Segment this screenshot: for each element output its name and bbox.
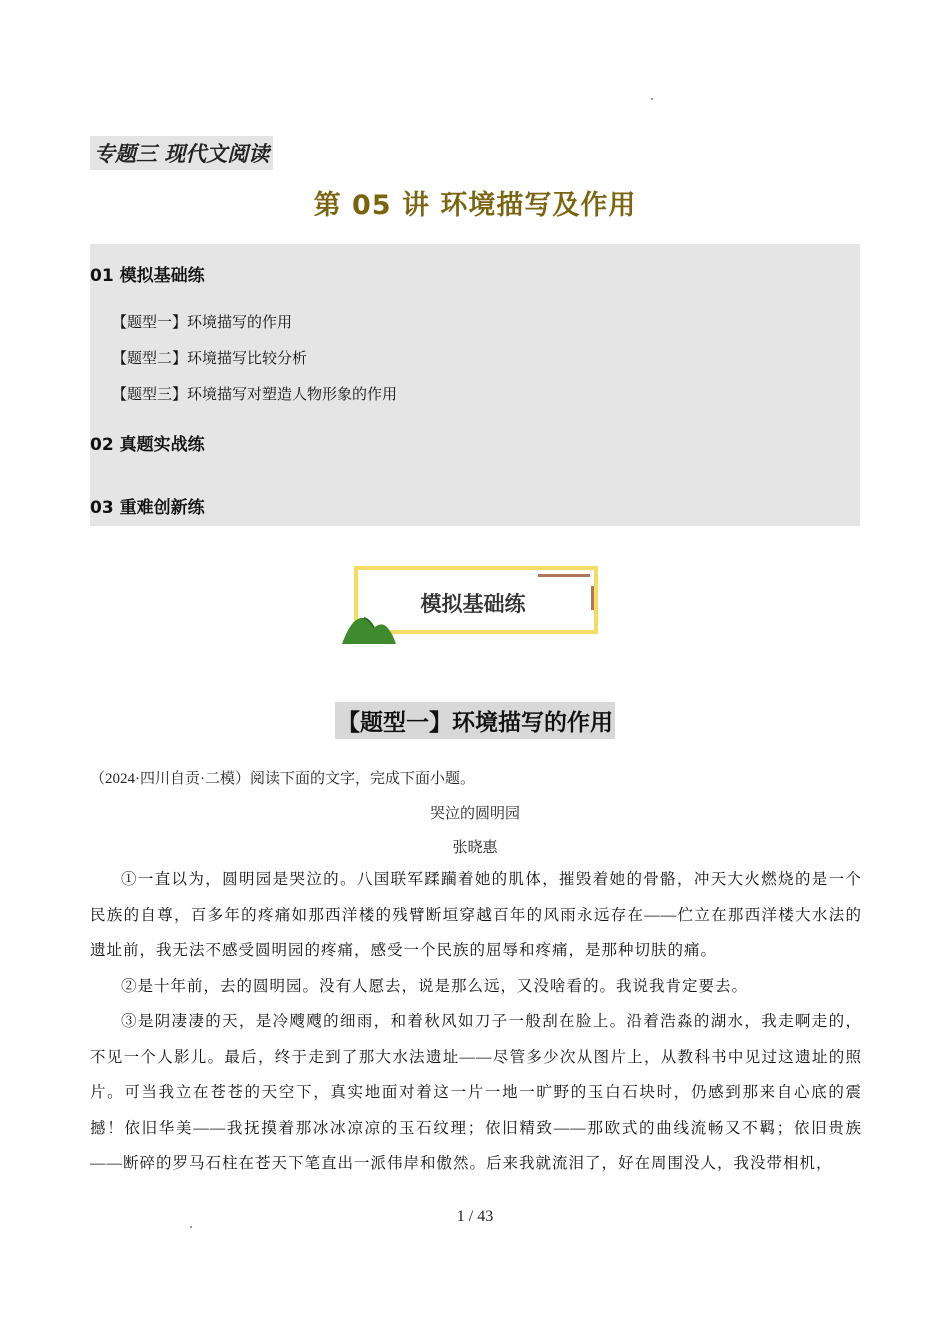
banner-label: 模拟基础练 <box>420 592 526 616</box>
speck <box>651 98 653 100</box>
paragraph-2: ②是十年前，去的圆明园。没有人愿去，说是那么远，又没啥看的。我说我肯定要去。 <box>121 977 749 995</box>
toc-section-01[interactable]: 01 模拟基础练 <box>90 266 205 286</box>
question-source: （2024·四川自贡·二模）阅读下面的文字，完成下面小题。 <box>90 771 475 787</box>
hill-icon <box>340 610 400 646</box>
paragraph-1: ①一直以为，圆明园是哭泣的。八国联军蹂躏着她的肌体，摧毁着她的骨骼，冲天大火燃烧的是一个民族的自尊，百多年的疼痛如那西洋楼的残臂断垣穿越百年的风雨永远存在——伫立在那西洋楼大水法的遗址前，我无法不感受圆明园的疼痛，感受一个民族的屈辱和疼痛，是那种切肤的痛。 <box>90 871 862 959</box>
page-number: 1 / 43 <box>456 1208 494 1225</box>
article-title: 哭泣的圆明园 <box>429 806 520 822</box>
topic-label: 专题三 现代文阅读 <box>90 136 273 170</box>
paragraph-3: ③是阴凄凄的天，是冷飕飕的细雨，和着秋风如刀子一般刮在脸上。沿着浩淼的湖水，我走啊走的，不见一个人影儿。最后，终于走到了那大水法遗址——尽管多少次从图片上，从教科书中见过这遗址的照片。可当我立在苍苍的天空下，真实地面对着这一片一地一旷野的玉白石块时，仍感到那来自心底的震撼！依旧华美——我抚摸着那冰冰凉凉的玉石纹理；依旧精致——那欧式的曲线流畅又不羁；依旧贵族——断碎的罗马石柱在苍天下笔直出一派伟岸和傲然。后来我就流泪了，好在周围没人，我没带相机， <box>90 1013 862 1172</box>
section-banner <box>340 566 606 646</box>
speck <box>190 1226 192 1228</box>
section-heading <box>0 702 950 739</box>
article-author: 张晓惠 <box>452 840 498 856</box>
article-body <box>90 862 862 1182</box>
banner-corner-accent <box>538 574 590 577</box>
toc-item-type-2[interactable]: 【题型二】环境描写比较分析 <box>112 349 308 367</box>
toc-item-type-1[interactable]: 【题型一】环境描写的作用 <box>112 313 293 331</box>
section-heading-text: 【题型一】环境描写的作用 <box>335 702 615 739</box>
toc-item-type-3[interactable]: 【题型三】环境描写对塑造人物形象的作用 <box>112 385 398 403</box>
table-of-contents <box>90 244 860 526</box>
toc-section-03[interactable]: 03 重难创新练 <box>90 498 205 518</box>
lecture-title: 第 05 讲 环境描写及作用 <box>313 190 637 221</box>
toc-section-02[interactable]: 02 真题实战练 <box>90 435 205 455</box>
